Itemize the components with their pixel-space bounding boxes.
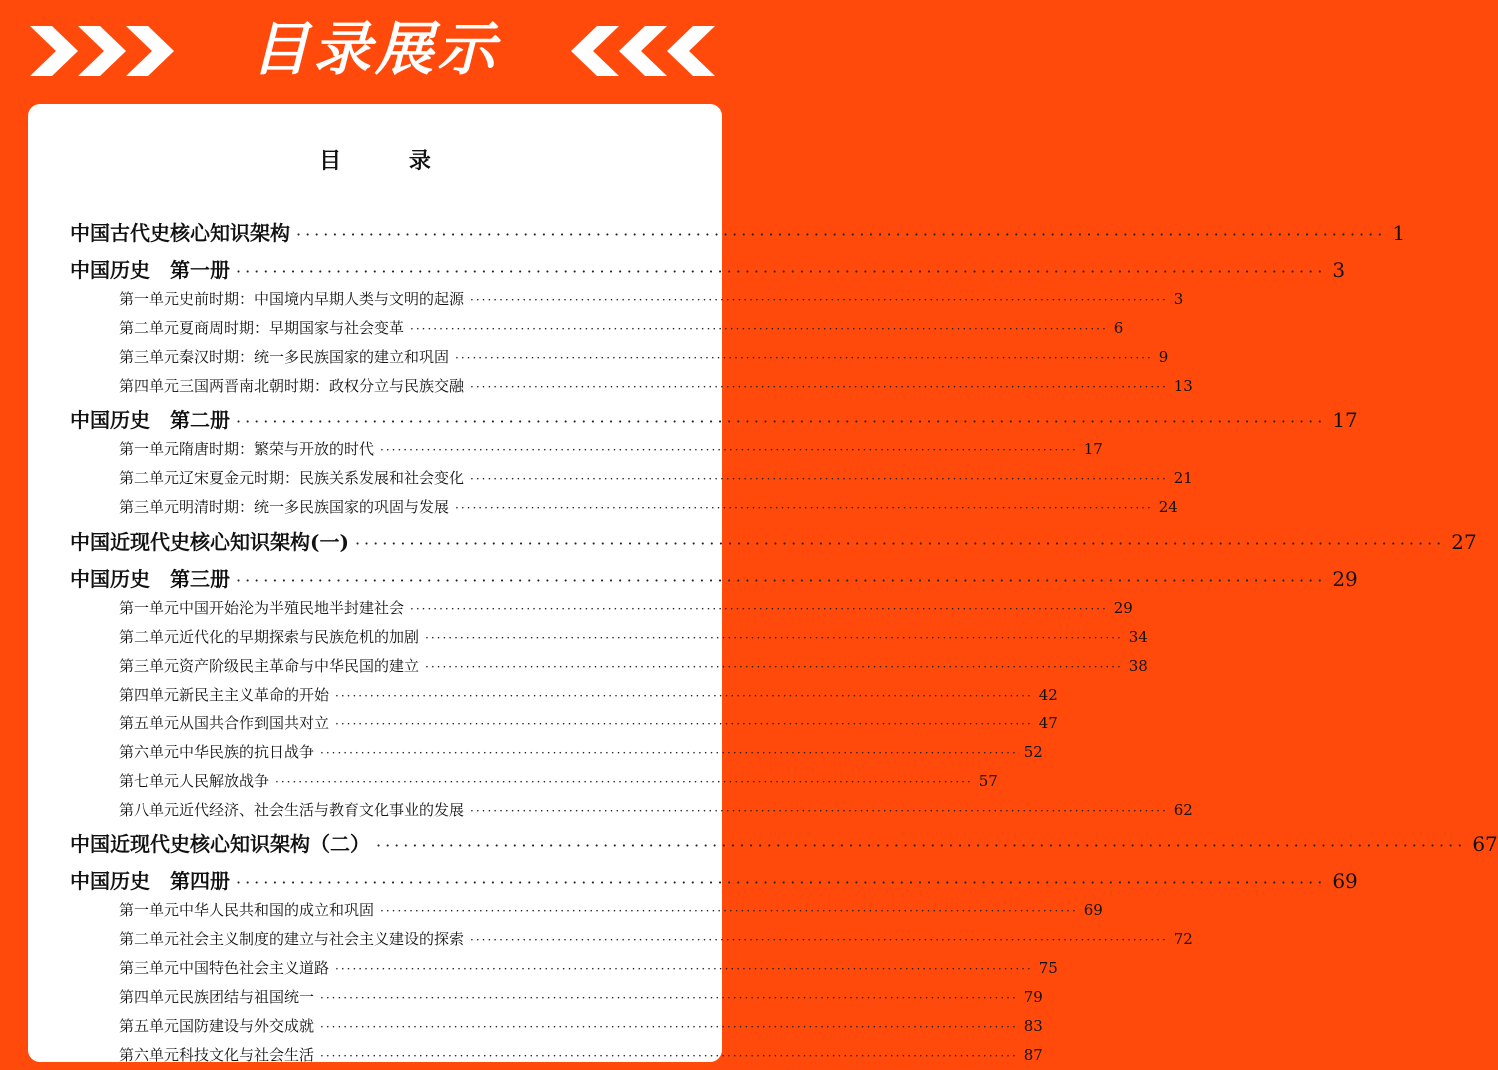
banner-title: 目录展示 bbox=[250, 15, 499, 83]
toc-entry-title: 中国历史 第二册 bbox=[70, 408, 230, 432]
toc-entry-title: 资产阶级民主革命与中华民国的建立 bbox=[179, 657, 420, 675]
toc-entry-title: 辽宋夏金元时期：民族关系发展和社会变化 bbox=[179, 469, 465, 487]
toc-entry-title: 中国历史 第三册 bbox=[70, 567, 230, 591]
toc-entry-unit: 第二单元 bbox=[119, 930, 180, 948]
toc-entry[interactable] bbox=[119, 899, 1103, 920]
toc-entry-unit: 第四单元 bbox=[119, 686, 180, 704]
toc-entry-title: 明清时期：统一多民族国家的巩固与发展 bbox=[179, 498, 450, 516]
toc-entry-page: 27 bbox=[1451, 530, 1477, 554]
toc-entry-page: 6 bbox=[1113, 319, 1124, 337]
toc-entry-page: 21 bbox=[1173, 469, 1193, 487]
toc-entry-title: 社会主义制度的建立与社会主义建设的探索 bbox=[179, 930, 465, 948]
toc-entry-title: 隋唐时期：繁荣与开放的时代 bbox=[179, 440, 375, 458]
dot-leader: ························································································································ bbox=[470, 380, 1168, 394]
dot-leader: ························································································································ bbox=[296, 225, 1387, 244]
toc-entry[interactable] bbox=[119, 467, 1193, 488]
toc-entry-page: 47 bbox=[1038, 714, 1058, 732]
toc-entry-title: 秦汉时期：统一多民族国家的建立和巩固 bbox=[179, 348, 450, 366]
toc-entry-page: 34 bbox=[1128, 628, 1148, 646]
toc-entry-unit: 第一单元 bbox=[119, 290, 180, 308]
dot-leader: ························································································································ bbox=[376, 836, 1467, 855]
toc-entry-title: 从国共合作到国共对立 bbox=[179, 714, 330, 732]
dot-leader: ························································································································ bbox=[236, 412, 1327, 431]
toc-entry[interactable] bbox=[119, 684, 1058, 705]
toc-entry[interactable] bbox=[119, 288, 1184, 309]
toc-entry-unit: 第三单元 bbox=[119, 657, 180, 675]
dot-leader: ························································································································ bbox=[470, 933, 1168, 947]
toc-entry-page: 1 bbox=[1392, 221, 1406, 245]
toc-entry[interactable] bbox=[119, 655, 1148, 676]
toc-entry-page: 42 bbox=[1038, 686, 1058, 704]
dot-leader: ························································································································ bbox=[354, 534, 1446, 553]
toc-entry-page: 17 bbox=[1332, 408, 1358, 432]
toc-entry-title: 人民解放战争 bbox=[179, 772, 270, 790]
dot-leader: ························································································································ bbox=[470, 293, 1168, 307]
toc-entry[interactable] bbox=[119, 928, 1193, 949]
toc-entry[interactable] bbox=[119, 712, 1058, 733]
toc-entry-unit: 第一单元 bbox=[119, 599, 180, 617]
dot-leader: ························································································································ bbox=[335, 717, 1033, 731]
dot-leader: ························································································································ bbox=[380, 443, 1078, 457]
toc-entry[interactable] bbox=[70, 865, 1358, 894]
toc-entry-title: 中国近现代史核心知识架构（二） bbox=[70, 832, 370, 856]
toc-entry-unit: 第二单元 bbox=[119, 628, 180, 646]
toc-entry-title: 中国历史 第一册 bbox=[70, 258, 230, 282]
toc-entry[interactable] bbox=[119, 626, 1148, 647]
toc-panel bbox=[28, 104, 1498, 1064]
toc-entry-unit: 第一单元 bbox=[119, 901, 180, 919]
toc-entry-page: 57 bbox=[978, 772, 998, 790]
toc-entry-unit: 第二单元 bbox=[119, 319, 180, 337]
toc-entry-page: 3 bbox=[1332, 258, 1346, 282]
toc-entry-page: 69 bbox=[1083, 901, 1103, 919]
toc-entry[interactable] bbox=[70, 563, 1358, 592]
dot-leader: ························································································································ bbox=[410, 322, 1108, 336]
dot-leader: ························································································································ bbox=[425, 631, 1123, 645]
toc-entry-unit: 第四单元 bbox=[119, 377, 180, 395]
toc-entry-unit: 第四单元 bbox=[119, 988, 180, 1006]
toc-entry[interactable] bbox=[119, 1044, 1043, 1065]
toc-entry[interactable] bbox=[119, 799, 1193, 820]
toc-entry[interactable] bbox=[119, 741, 1043, 762]
toc-entry-unit: 第三单元 bbox=[119, 959, 180, 977]
toc-entry-page: 79 bbox=[1023, 988, 1043, 1006]
toc-entry[interactable] bbox=[70, 217, 1406, 246]
toc-entry-page: 75 bbox=[1038, 959, 1058, 977]
dot-leader: ························································································································ bbox=[236, 873, 1327, 892]
toc-entry-page: 67 bbox=[1472, 832, 1498, 856]
toc-entry-title: 夏商周时期：早期国家与社会变革 bbox=[179, 319, 405, 337]
toc-entry-title: 中国历史 第四册 bbox=[70, 869, 230, 893]
dot-leader: ························································································································ bbox=[455, 351, 1153, 365]
dot-leader: ························································································································ bbox=[320, 1020, 1018, 1034]
toc-entry-unit: 第七单元 bbox=[119, 772, 180, 790]
toc-entry[interactable] bbox=[70, 254, 1346, 283]
toc-entry-page: 29 bbox=[1332, 567, 1358, 591]
toc-entry-unit: 第六单元 bbox=[119, 743, 180, 761]
toc-entry-title: 中国古代史核心知识架构 bbox=[70, 221, 290, 245]
toc-entry[interactable] bbox=[119, 770, 998, 791]
toc-entry[interactable] bbox=[70, 404, 1358, 433]
dot-leader: ························································································································ bbox=[335, 689, 1033, 703]
toc-entry[interactable] bbox=[70, 828, 1498, 857]
toc-entry-title: 近代经济、社会生活与教育文化事业的发展 bbox=[179, 801, 465, 819]
dot-leader: ························································································································ bbox=[335, 962, 1033, 976]
toc-entry-page: 62 bbox=[1173, 801, 1193, 819]
toc-entry-title: 国防建设与外交成就 bbox=[179, 1017, 315, 1035]
toc-entry[interactable] bbox=[119, 597, 1133, 618]
dot-leader: ························································································································ bbox=[236, 262, 1327, 281]
toc-entry-page: 29 bbox=[1113, 599, 1133, 617]
dot-leader: ························································································································ bbox=[236, 571, 1327, 590]
toc-entry-unit: 第五单元 bbox=[119, 714, 180, 732]
toc-entry-title: 近代化的早期探索与民族危机的加剧 bbox=[179, 628, 420, 646]
toc-entry-unit: 第三单元 bbox=[119, 498, 180, 516]
toc-entry-title: 中国特色社会主义道路 bbox=[179, 959, 330, 977]
toc-entry-page: 83 bbox=[1023, 1017, 1043, 1035]
toc-entry[interactable] bbox=[119, 346, 1169, 367]
toc-heading: 目 录 bbox=[319, 149, 461, 174]
toc-entry[interactable] bbox=[119, 496, 1178, 517]
toc-entry-page: 17 bbox=[1083, 440, 1103, 458]
toc-entry-unit: 第六单元 bbox=[119, 1046, 180, 1064]
toc-entry-page: 3 bbox=[1173, 290, 1184, 308]
toc-entry[interactable] bbox=[119, 375, 1193, 396]
toc-entry-page: 52 bbox=[1023, 743, 1043, 761]
toc-entry[interactable] bbox=[70, 526, 1477, 555]
toc-entry-unit: 第三单元 bbox=[119, 348, 180, 366]
chevrons-left-icon bbox=[535, 26, 715, 76]
header-banner bbox=[0, 0, 750, 100]
dot-leader: ························································································································ bbox=[425, 660, 1123, 674]
toc-entry-title: 民族团结与祖国统一 bbox=[179, 988, 315, 1006]
toc-entry-title: 中华民族的抗日战争 bbox=[179, 743, 315, 761]
toc-entry-unit: 第二单元 bbox=[119, 469, 180, 487]
toc-entry-page: 9 bbox=[1158, 348, 1169, 366]
toc-entry[interactable] bbox=[119, 957, 1058, 978]
dot-leader: ························································································································ bbox=[470, 804, 1168, 818]
toc-entry[interactable] bbox=[119, 438, 1103, 459]
dot-leader: ························································································································ bbox=[455, 501, 1153, 515]
toc-entry-title: 科技文化与社会生活 bbox=[179, 1046, 315, 1064]
dot-leader: ························································································································ bbox=[320, 1049, 1018, 1063]
toc-entry[interactable] bbox=[119, 986, 1043, 1007]
dot-leader: ························································································································ bbox=[380, 904, 1078, 918]
toc-entry-unit: 第五单元 bbox=[119, 1017, 180, 1035]
toc-entry-title: 史前时期：中国境内早期人类与文明的起源 bbox=[179, 290, 465, 308]
dot-leader: ························································································································ bbox=[320, 746, 1018, 760]
dot-leader: ························································································································ bbox=[470, 472, 1168, 486]
toc-entry-page: 87 bbox=[1023, 1046, 1043, 1064]
toc-entry-title: 中国开始沦为半殖民地半封建社会 bbox=[179, 599, 405, 617]
toc-entry-page: 72 bbox=[1173, 930, 1193, 948]
toc-entry-title: 三国两晋南北朝时期：政权分立与民族交融 bbox=[179, 377, 465, 395]
toc-entry-page: 24 bbox=[1158, 498, 1178, 516]
dot-leader: ························································································································ bbox=[320, 991, 1018, 1005]
toc-entry[interactable] bbox=[119, 317, 1124, 338]
toc-entry[interactable] bbox=[119, 1015, 1043, 1036]
toc-entry-title: 中华人民共和国的成立和巩固 bbox=[179, 901, 375, 919]
toc-entry-unit: 第八单元 bbox=[119, 801, 180, 819]
toc-entry-unit: 第一单元 bbox=[119, 440, 180, 458]
toc-entry-page: 38 bbox=[1128, 657, 1148, 675]
dot-leader: ························································································································ bbox=[410, 602, 1108, 616]
toc-entry-page: 69 bbox=[1332, 869, 1358, 893]
dot-leader: ························································································································ bbox=[275, 775, 973, 789]
toc-entry-title: 中国近现代史核心知识架构(一) bbox=[70, 530, 349, 554]
toc-entry-page: 13 bbox=[1173, 377, 1193, 395]
toc-entry-title: 新民主主义革命的开始 bbox=[179, 686, 330, 704]
